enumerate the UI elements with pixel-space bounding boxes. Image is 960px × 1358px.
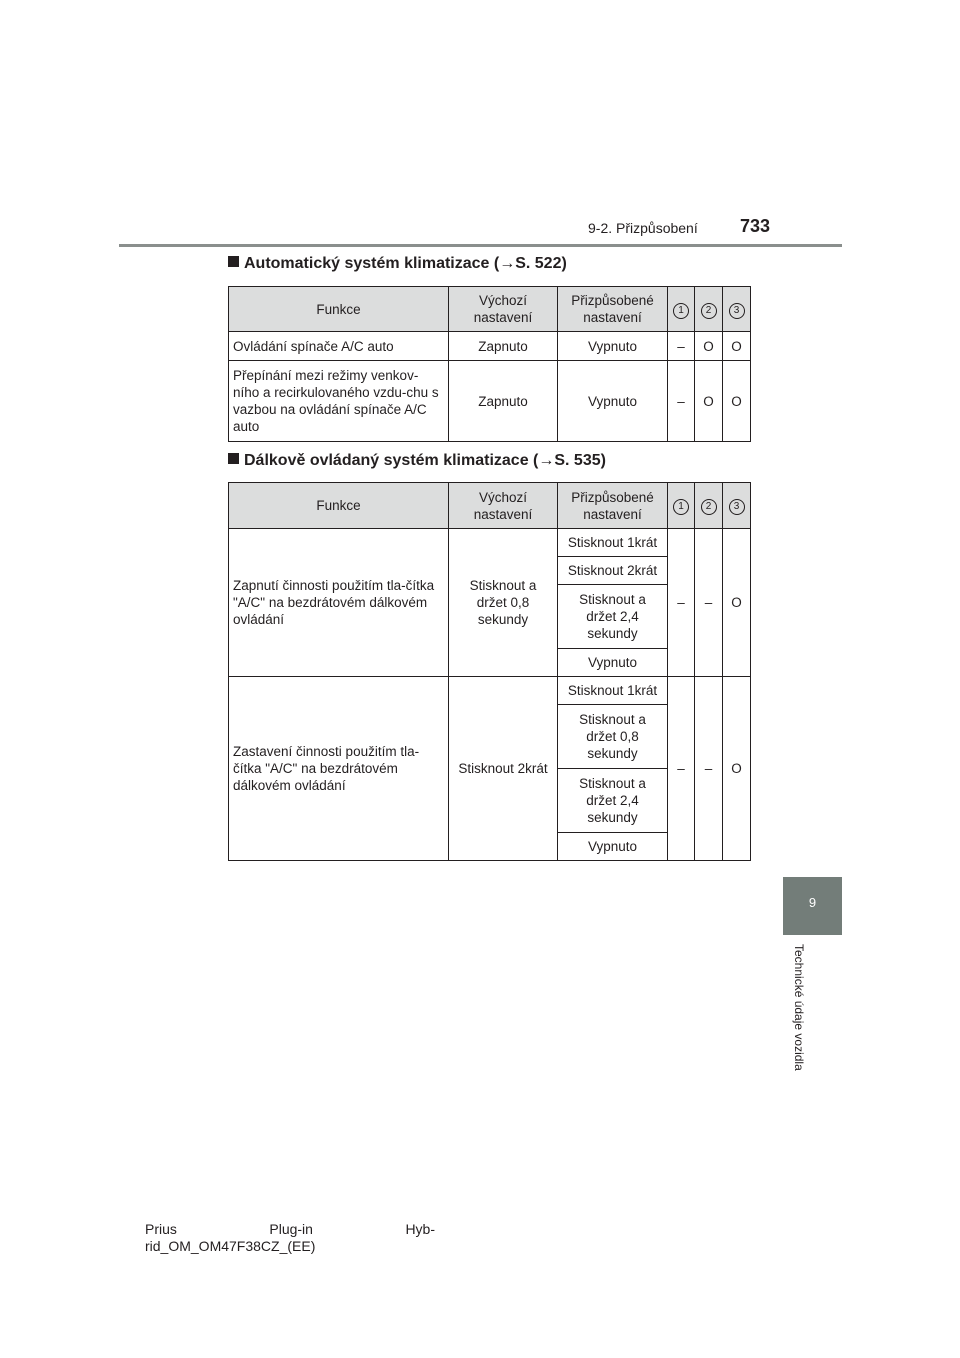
cell-mode-3: O <box>723 332 751 361</box>
bullet-square-icon <box>228 256 239 267</box>
section-heading-text: Dálkově ovládaný systém klimatizace (→S. 535) <box>244 452 606 469</box>
cell-default: Zapnuto <box>449 361 558 442</box>
cell-default: Stisknout 2krát <box>449 677 558 861</box>
cell-custom: Stisknout a držet 2,4 sekundy <box>558 769 668 833</box>
cell-mode-2: – <box>695 529 723 677</box>
mode-3-icon: 3 <box>729 499 745 515</box>
col-header-custom: Přizpůsobené nastavení <box>558 483 668 529</box>
cell-default: Stisknout a držet 0,8 sekundy <box>449 529 558 677</box>
table-header-row <box>229 287 751 332</box>
cell-custom: Vypnuto <box>558 361 668 442</box>
cell-mode-1: – <box>668 677 695 861</box>
cell-custom: Stisknout a držet 0,8 sekundy <box>558 705 668 769</box>
bullet-square-icon <box>228 453 239 464</box>
cell-mode-2: O <box>695 361 723 442</box>
mode-2-icon: 2 <box>701 303 717 319</box>
cell-custom: Stisknout 2krát <box>558 557 668 585</box>
cell-custom: Stisknout 1krát <box>558 677 668 705</box>
table-row <box>229 677 751 705</box>
mode-3-icon: 3 <box>729 303 745 319</box>
footer-word-3: Hyb- <box>405 1221 435 1237</box>
table-auto-ac <box>228 286 751 442</box>
table-row <box>229 361 751 442</box>
cell-function: Ovládání spínače A/C auto <box>229 332 449 361</box>
cell-function: Přepínání mezi režimy venkov-ního a recirkulovaného vzdu-chu s vazbou na ovládání spínače A/C auto <box>229 361 449 442</box>
col-header-default: Výchozí nastavení <box>449 287 558 332</box>
cell-custom: Stisknout a držet 2,4 sekundy <box>558 585 668 649</box>
cell-mode-1: – <box>668 332 695 361</box>
footer-line-2: rid_OM_OM47F38CZ_(EE) <box>145 1238 316 1254</box>
col-header-function: Funkce <box>229 483 449 529</box>
section-heading-remote-ac <box>228 452 606 470</box>
mode-2-icon: 2 <box>701 499 717 515</box>
cell-custom: Stisknout 1krát <box>558 529 668 557</box>
cell-mode-2: O <box>695 332 723 361</box>
mode-1-icon: 1 <box>673 303 689 319</box>
cell-custom: Vypnuto <box>558 833 668 861</box>
table-header-row <box>229 483 751 529</box>
footer-word-2: Plug-in <box>269 1221 313 1237</box>
cell-mode-2: – <box>695 677 723 861</box>
cell-mode-3: O <box>723 361 751 442</box>
section-heading-auto-ac <box>228 255 567 273</box>
cell-custom: Vypnuto <box>558 649 668 677</box>
cell-custom: Vypnuto <box>558 332 668 361</box>
col-header-custom: Přizpůsobené nastavení <box>558 287 668 332</box>
cell-mode-1: – <box>668 529 695 677</box>
cell-default: Zapnuto <box>449 332 558 361</box>
table-row <box>229 332 751 361</box>
mode-1-icon: 1 <box>673 499 689 515</box>
col-header-default: Výchozí nastavení <box>449 483 558 529</box>
cell-mode-3: O <box>723 529 751 677</box>
cell-mode-3: O <box>723 677 751 861</box>
page-number: 733 <box>740 216 771 236</box>
cell-function: Zapnutí činnosti použitím tla-čítka "A/C" na bezdrátovém dálkovém ovládání <box>229 529 449 677</box>
section-heading-text: Automatický systém klimatizace (→S. 522) <box>244 255 567 272</box>
cell-function: Zastavení činnosti použitím tla-čítka "A/C" na bezdrátovém dálkovém ovládání <box>229 677 449 861</box>
header-divider <box>119 244 842 247</box>
cell-mode-1: – <box>668 361 695 442</box>
chapter-number: 9 <box>808 895 817 910</box>
table-remote-ac <box>228 482 751 861</box>
section-label: 9-2. Přizpůsobení <box>588 220 698 236</box>
table-row <box>229 529 751 557</box>
document-footer <box>145 1221 435 1255</box>
footer-word-1: Prius <box>145 1221 177 1237</box>
chapter-title: Technické údaje vozidla <box>792 944 806 1071</box>
col-header-function: Funkce <box>229 287 449 332</box>
